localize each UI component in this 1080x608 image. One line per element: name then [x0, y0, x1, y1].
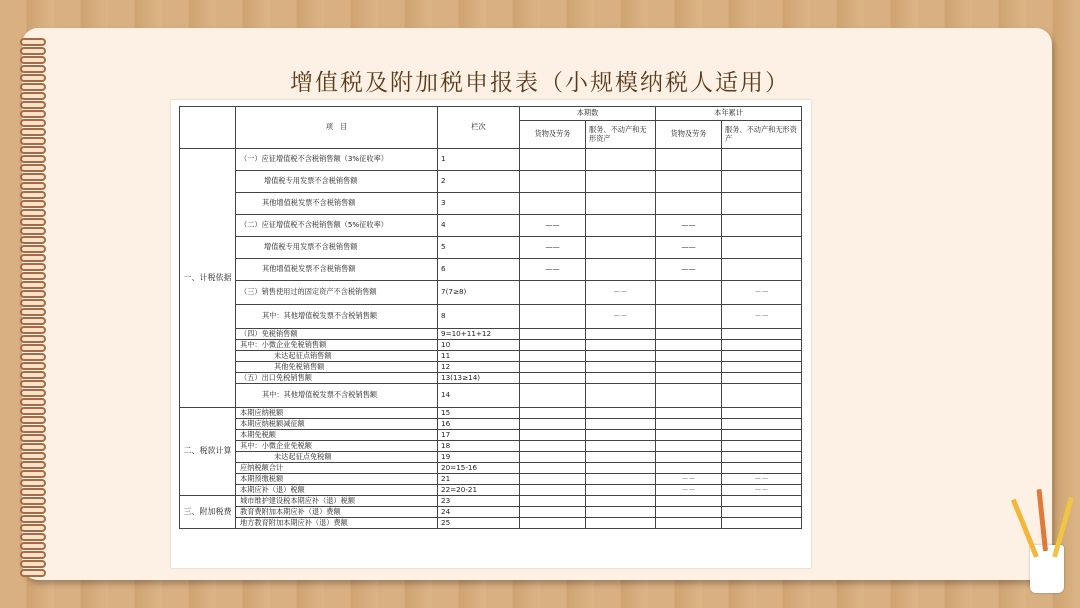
row-item-label: （四）免税销售额 [236, 329, 438, 340]
value-cell[interactable] [656, 507, 722, 518]
value-cell[interactable] [722, 237, 802, 259]
header-goods: 货物及劳务 [520, 121, 586, 149]
value-cell[interactable] [586, 340, 656, 351]
table-row [180, 329, 802, 340]
binding-ring [20, 254, 46, 262]
binding-ring [20, 164, 46, 172]
row-column-number: 22=20-21 [438, 485, 520, 496]
binding-ring [20, 551, 46, 559]
value-cell[interactable] [722, 373, 802, 384]
binding-ring [20, 200, 46, 208]
value-cell[interactable] [586, 149, 656, 171]
row-column-number: 6 [438, 259, 520, 281]
binding-ring [20, 47, 46, 55]
header-col-no: 栏次 [438, 107, 520, 149]
table-row [180, 441, 802, 452]
value-cell[interactable] [656, 149, 722, 171]
value-cell[interactable] [722, 171, 802, 193]
value-cell[interactable] [520, 463, 586, 474]
value-cell[interactable] [520, 507, 586, 518]
binding-ring [20, 542, 46, 550]
table-row [180, 452, 802, 463]
binding-ring [20, 461, 46, 469]
row-item-label: 本期应补（退）税额 [236, 485, 438, 496]
table-row [180, 474, 802, 485]
row-column-number: 7(7≥8) [438, 281, 520, 305]
value-cell[interactable]: —— [520, 237, 586, 259]
row-column-number: 8 [438, 305, 520, 329]
binding-ring [20, 182, 46, 190]
table-row [180, 384, 802, 408]
value-cell[interactable] [722, 452, 802, 463]
category-label: 二、税款计算 [180, 408, 236, 496]
binding-ring [20, 380, 46, 388]
value-cell[interactable] [722, 362, 802, 373]
value-cell[interactable] [586, 215, 656, 237]
binding-ring [20, 335, 46, 343]
row-item-label: 应纳税额合计 [236, 463, 438, 474]
value-cell[interactable] [586, 329, 656, 340]
value-cell[interactable] [586, 362, 656, 373]
value-cell[interactable] [520, 485, 586, 496]
value-cell[interactable] [722, 329, 802, 340]
value-cell[interactable] [722, 340, 802, 351]
value-cell[interactable]: －－ [722, 281, 802, 305]
value-cell[interactable] [586, 452, 656, 463]
category-label: 一、计税依据 [180, 149, 236, 408]
row-item-label: 其他增值税发票不含税销售额 [236, 259, 438, 281]
value-cell[interactable] [586, 518, 656, 529]
value-cell[interactable] [586, 373, 656, 384]
row-item-label: 本期预缴税额 [236, 474, 438, 485]
row-column-number: 17 [438, 430, 520, 441]
value-cell[interactable] [656, 496, 722, 507]
binding-ring [20, 281, 46, 289]
value-cell[interactable] [656, 419, 722, 430]
category-label: 三、附加税费 [180, 496, 236, 529]
spiral-binding-icon [20, 38, 50, 578]
page-title: 增值税及附加税申报表（小规模纳税人适用） [290, 70, 790, 96]
value-cell[interactable]: —— [656, 259, 722, 281]
binding-ring [20, 137, 46, 145]
table-row [180, 193, 802, 215]
binding-ring [20, 488, 46, 496]
value-cell[interactable]: －－ [586, 281, 656, 305]
value-cell[interactable]: －－ [586, 305, 656, 329]
row-item-label: 其他增值税发票不含税销售额 [236, 193, 438, 215]
binding-ring [20, 497, 46, 505]
value-cell[interactable]: －－ [722, 485, 802, 496]
tax-return-table [179, 106, 802, 529]
header-services: 服务、不动产和无形资产 [586, 121, 656, 149]
row-item-label: 本期免税额 [236, 430, 438, 441]
table-row [180, 340, 802, 351]
value-cell[interactable] [520, 518, 586, 529]
table-row [180, 408, 802, 419]
row-item-label: 增值税专用发票不含税销售额 [236, 237, 438, 259]
binding-ring [20, 218, 46, 226]
row-item-label: 教育费附加本期应补（退）费额 [236, 507, 438, 518]
value-cell[interactable] [520, 419, 586, 430]
binding-ring [20, 398, 46, 406]
value-cell[interactable] [656, 362, 722, 373]
value-cell[interactable] [722, 496, 802, 507]
binding-ring [20, 362, 46, 370]
value-cell[interactable] [656, 452, 722, 463]
binding-ring [20, 299, 46, 307]
value-cell[interactable] [586, 485, 656, 496]
value-cell[interactable] [722, 463, 802, 474]
table-row [180, 362, 802, 373]
value-cell[interactable] [656, 305, 722, 329]
table-row [180, 496, 802, 507]
value-cell[interactable] [722, 419, 802, 430]
pencil-cup-icon [1030, 545, 1064, 593]
row-column-number: 21 [438, 474, 520, 485]
value-cell[interactable] [722, 351, 802, 362]
binding-ring [20, 452, 46, 460]
table-row [180, 430, 802, 441]
row-item-label: 城市维护建设税本期应补（退）税额 [236, 496, 438, 507]
value-cell[interactable] [586, 193, 656, 215]
row-item-label: 其中：其他增值税发票不含税销售额 [236, 305, 438, 329]
header-item: 项 目 [236, 107, 438, 149]
header-services: 服务、不动产和无形资产 [722, 121, 802, 149]
row-column-number: 15 [438, 408, 520, 419]
value-cell[interactable] [586, 419, 656, 430]
value-cell[interactable] [656, 373, 722, 384]
table-row [180, 507, 802, 518]
value-cell[interactable] [656, 193, 722, 215]
value-cell[interactable] [722, 430, 802, 441]
value-cell[interactable] [520, 474, 586, 485]
binding-ring [20, 416, 46, 424]
value-cell[interactable] [656, 384, 722, 408]
binding-ring [20, 344, 46, 352]
table-row [180, 237, 802, 259]
header-goods: 货物及劳务 [656, 121, 722, 149]
value-cell[interactable] [722, 408, 802, 419]
binding-ring [20, 173, 46, 181]
binding-ring [20, 389, 46, 397]
row-column-number: 9=10+11+12 [438, 329, 520, 340]
value-cell[interactable] [520, 362, 586, 373]
binding-ring [20, 434, 46, 442]
table-row [180, 485, 802, 496]
binding-ring [20, 569, 46, 577]
value-cell[interactable] [586, 171, 656, 193]
value-cell[interactable] [520, 452, 586, 463]
binding-ring [20, 146, 46, 154]
binding-ring [20, 128, 46, 136]
row-column-number: 20=15-16 [438, 463, 520, 474]
binding-ring [20, 371, 46, 379]
value-cell[interactable] [656, 171, 722, 193]
value-cell[interactable] [586, 408, 656, 419]
binding-ring [20, 38, 46, 46]
binding-ring [20, 245, 46, 253]
row-column-number: 1 [438, 149, 520, 171]
value-cell[interactable] [722, 193, 802, 215]
binding-ring [20, 155, 46, 163]
value-cell[interactable]: －－ [656, 485, 722, 496]
value-cell[interactable] [520, 384, 586, 408]
binding-ring [20, 407, 46, 415]
value-cell[interactable] [520, 305, 586, 329]
row-column-number: 16 [438, 419, 520, 430]
value-cell[interactable] [586, 430, 656, 441]
value-cell[interactable]: —— [656, 215, 722, 237]
value-cell[interactable] [656, 281, 722, 305]
binding-ring [20, 272, 46, 280]
binding-ring [20, 515, 46, 523]
value-cell[interactable]: －－ [722, 474, 802, 485]
row-column-number: 5 [438, 237, 520, 259]
row-column-number: 11 [438, 351, 520, 362]
row-column-number: 2 [438, 171, 520, 193]
binding-ring [20, 479, 46, 487]
table-row [180, 518, 802, 529]
row-item-label: 其中：其他增值税发票不含税销售额 [236, 384, 438, 408]
value-cell[interactable] [520, 351, 586, 362]
value-cell[interactable] [586, 441, 656, 452]
value-cell[interactable] [656, 441, 722, 452]
value-cell[interactable] [656, 340, 722, 351]
value-cell[interactable] [722, 149, 802, 171]
row-item-label: 未达起征点免税额 [236, 452, 438, 463]
row-item-label: （二）应征增值税不含税销售额（5%征收率） [236, 215, 438, 237]
value-cell[interactable] [722, 441, 802, 452]
binding-ring [20, 236, 46, 244]
header-blank-cell [180, 107, 236, 149]
value-cell[interactable] [586, 384, 656, 408]
value-cell[interactable] [586, 259, 656, 281]
row-item-label: （一）应征增值税不含税销售额（3%征收率） [236, 149, 438, 171]
header-year-total: 本年累计 [656, 107, 802, 121]
value-cell[interactable] [586, 507, 656, 518]
row-column-number: 13(13≥14) [438, 373, 520, 384]
binding-ring [20, 353, 46, 361]
row-column-number: 18 [438, 441, 520, 452]
binding-ring [20, 290, 46, 298]
row-item-label: 本期应纳税额减征额 [236, 419, 438, 430]
value-cell[interactable] [586, 351, 656, 362]
row-item-label: 未达起征点销售额 [236, 351, 438, 362]
value-cell[interactable] [722, 507, 802, 518]
value-cell[interactable]: —— [520, 215, 586, 237]
binding-ring [20, 533, 46, 541]
binding-ring [20, 425, 46, 433]
value-cell[interactable] [656, 408, 722, 419]
binding-ring [20, 101, 46, 109]
value-cell[interactable] [656, 329, 722, 340]
table-row [180, 419, 802, 430]
binding-ring [20, 560, 46, 568]
table-row [180, 351, 802, 362]
row-column-number: 19 [438, 452, 520, 463]
row-column-number: 12 [438, 362, 520, 373]
value-cell[interactable] [656, 430, 722, 441]
binding-ring [20, 470, 46, 478]
row-item-label: （五）出口免税销售额 [236, 373, 438, 384]
row-item-label: 增值税专用发票不含税销售额 [236, 171, 438, 193]
table-row [180, 215, 802, 237]
row-item-label: 其中：小微企业免税额 [236, 441, 438, 452]
value-cell[interactable] [586, 496, 656, 507]
value-cell[interactable]: －－ [722, 305, 802, 329]
value-cell[interactable] [520, 329, 586, 340]
row-item-label: 其中：小微企业免税销售额 [236, 340, 438, 351]
binding-ring [20, 209, 46, 217]
binding-ring [20, 110, 46, 118]
binding-ring [20, 443, 46, 451]
value-cell[interactable] [656, 518, 722, 529]
row-column-number: 14 [438, 384, 520, 408]
table-row [180, 149, 802, 171]
value-cell[interactable] [656, 463, 722, 474]
value-cell[interactable] [520, 408, 586, 419]
value-cell[interactable]: －－ [656, 474, 722, 485]
value-cell[interactable] [722, 215, 802, 237]
value-cell[interactable] [520, 281, 586, 305]
value-cell[interactable] [520, 441, 586, 452]
row-item-label: （三）销售使用过的固定资产不含税销售额 [236, 281, 438, 305]
value-cell[interactable] [520, 193, 586, 215]
value-cell[interactable]: —— [656, 237, 722, 259]
table-row [180, 373, 802, 384]
value-cell[interactable] [656, 351, 722, 362]
value-cell[interactable] [586, 474, 656, 485]
binding-ring [20, 191, 46, 199]
value-cell[interactable] [520, 430, 586, 441]
row-item-label: 本期应纳税额 [236, 408, 438, 419]
value-cell[interactable] [586, 237, 656, 259]
table-row [180, 171, 802, 193]
row-column-number: 10 [438, 340, 520, 351]
value-cell[interactable] [586, 463, 656, 474]
binding-ring [20, 524, 46, 532]
value-cell[interactable] [520, 496, 586, 507]
binding-ring [20, 56, 46, 64]
row-column-number: 25 [438, 518, 520, 529]
value-cell[interactable] [520, 171, 586, 193]
value-cell[interactable] [520, 373, 586, 384]
binding-ring [20, 506, 46, 514]
binding-ring [20, 119, 46, 127]
binding-ring [20, 263, 46, 271]
row-column-number: 24 [438, 507, 520, 518]
value-cell[interactable] [722, 518, 802, 529]
table-row [180, 463, 802, 474]
binding-ring [20, 326, 46, 334]
binding-ring [20, 308, 46, 316]
row-item-label: 地方教育附加本期应补（退）费额 [236, 518, 438, 529]
table-row [180, 305, 802, 329]
row-column-number: 23 [438, 496, 520, 507]
table-row [180, 259, 802, 281]
header-current-period: 本期数 [520, 107, 656, 121]
value-cell[interactable] [722, 384, 802, 408]
binding-ring [20, 317, 46, 325]
value-cell[interactable] [722, 259, 802, 281]
value-cell[interactable] [520, 340, 586, 351]
value-cell[interactable] [520, 149, 586, 171]
binding-ring [20, 227, 46, 235]
table-row [180, 281, 802, 305]
value-cell[interactable]: —— [520, 259, 586, 281]
row-item-label: 其他免税销售额 [236, 362, 438, 373]
row-column-number: 4 [438, 215, 520, 237]
row-column-number: 3 [438, 193, 520, 215]
tax-form-sheet [171, 100, 811, 568]
